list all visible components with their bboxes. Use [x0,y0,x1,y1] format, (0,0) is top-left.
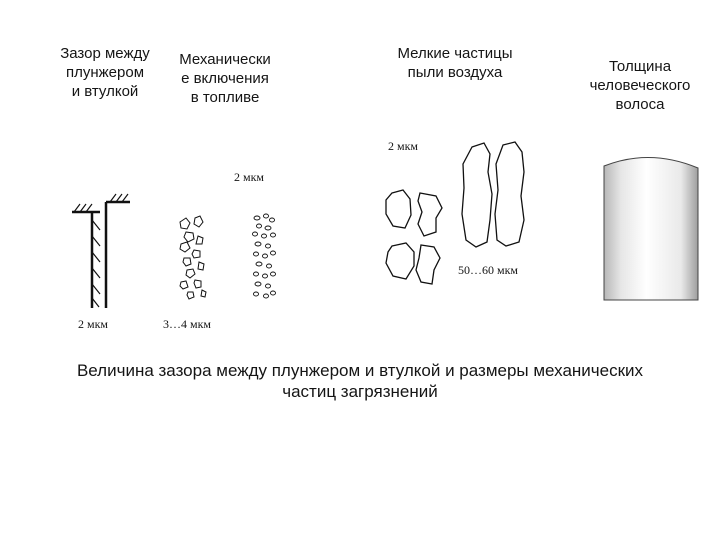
inclusions-3-4um-particles [180,216,206,299]
label-gap-size: 2 мкм [78,317,109,331]
figure-caption: Величина зазора между плунжером и втулкой и размеры механических частиц загрязнений [76,361,644,401]
inclusions-2um-particles [253,214,276,298]
label-dust-large: 50…60 мкм [458,263,519,277]
heading-air-dust: Мелкие частицы пыли воздуха [397,45,513,81]
plunger-bushing-gap-drawing [72,194,130,308]
dust-small-particles [386,190,442,284]
human-hair-drawing [604,157,698,300]
heading-gap: Зазор между плунжером и втулкой [60,45,150,100]
dust-large-particles [462,142,524,247]
label-mech-size-range: 3…4 мкм [163,317,212,331]
heading-human-hair: Толщина человеческого волоса [589,58,691,113]
label-mech-size: 2 мкм [234,170,265,184]
label-dust-small: 2 мкм [388,139,419,153]
heading-mechanical-inclusions: Механически е включения в топливе [179,51,271,106]
